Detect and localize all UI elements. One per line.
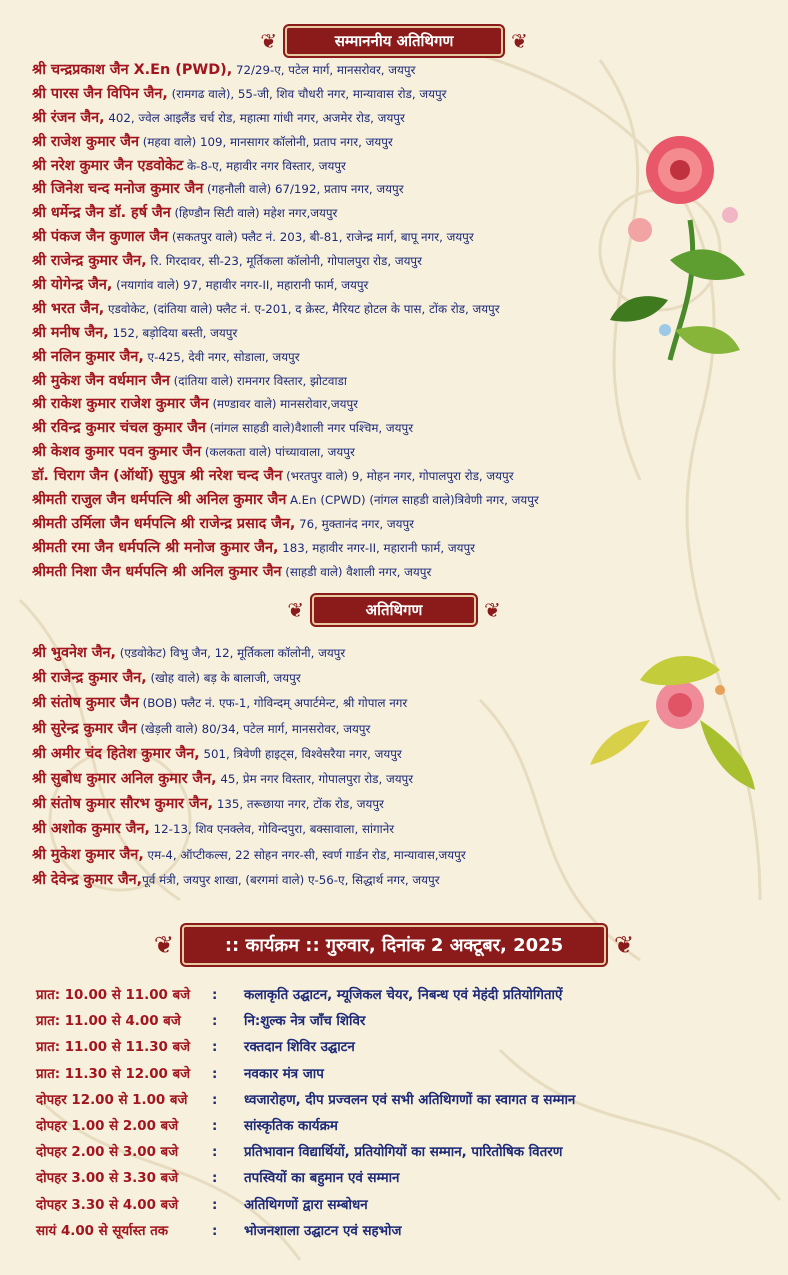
guest-row	[0, 489, 788, 513]
guest-row	[0, 178, 788, 202]
program-row	[36, 1009, 575, 1035]
guest-address: (दांतिया वाले) रामनगर विस्तार, झोटवाडा	[169, 373, 347, 388]
guest-name: श्री अशोक कुमार जैन,	[32, 821, 150, 838]
guest-row	[0, 691, 788, 716]
guest-name: श्रीमती राजुल जैन धर्मपत्नि श्री अनिल कुमार जैन	[32, 492, 287, 509]
guest-row	[0, 537, 788, 561]
ornament-left-icon: ❦	[287, 598, 304, 622]
program-description: नवकार मंत्र जाप	[244, 1066, 324, 1082]
guest-name: श्री मुकेश कुमार जैन,	[32, 846, 144, 863]
guest-name: श्री नरेश कुमार जैन एडवोकेट	[32, 157, 184, 174]
guest-address: (महवा वाले) 109, मानसागर कॉलोनी, प्रताप नगर, जयपुर	[138, 134, 393, 149]
guest-row	[0, 666, 788, 691]
guest-name: श्री देवेन्द्र कुमार जैन,	[32, 871, 143, 888]
guest-name: श्री रविन्द्र कुमार चंचल कुमार जैन	[32, 420, 206, 437]
guest-name: श्री संतोष कुमार जैन	[32, 695, 139, 712]
guest-address: (मण्डावर वाले) मानसरोवार,जयपुर	[208, 397, 359, 412]
guest-row	[0, 868, 788, 893]
section-header-honored-guests	[0, 26, 788, 56]
guest-name: श्रीमती उर्मिला जैन धर्मपत्नि श्री राजेन्द्र प्रसाद जैन,	[32, 515, 296, 532]
program-row	[36, 1088, 575, 1114]
program-description: प्रतिभावान विद्यार्थियों, प्रतियोगियों का सम्मान, पारितोषिक वितरण	[244, 1145, 563, 1161]
guest-name: श्री केशव कुमार पवन कुमार जैन	[32, 444, 202, 461]
guest-name: श्री राकेश कुमार राजेश कुमार जैन	[32, 396, 209, 413]
guest-address: (भरतपुर वाले) 9, मोहन नगर, गोपालपुरा रोड, जयपुर	[282, 469, 514, 484]
guest-name: श्री सुबोध कुमार अनिल कुमार जैन,	[32, 770, 217, 787]
program-row	[36, 1140, 575, 1166]
guest-row	[0, 250, 788, 274]
guest-row	[0, 202, 788, 226]
guest-row	[0, 274, 788, 298]
guest-name: श्रीमती निशा जैन धर्मपत्नि श्री अनिल कुमार जैन	[32, 563, 282, 580]
program-separator: :	[212, 1066, 218, 1082]
program-separator: :	[212, 1145, 218, 1161]
guest-name: श्री धर्मेन्द्र जैन डॉ. हर्ष जैन	[32, 205, 171, 222]
guest-row	[0, 417, 788, 441]
program-separator: :	[212, 1092, 218, 1108]
guest-address: के-8-ए, महावीर नगर विस्तार, जयपुर	[183, 158, 346, 173]
program-row	[36, 983, 575, 1009]
guest-address: (नांगल साहडी वाले)वैशाली नगर पश्चिम, जयपुर	[205, 421, 414, 436]
program-description: अतिथिगणों द्वारा सम्बोधन	[244, 1197, 368, 1213]
program-separator: :	[212, 988, 218, 1003]
guest-address: (BOB) फ्लैट नं. एफ-1, गोविन्दम् अपार्टमेन्ट, श्री गोपाल नगर	[138, 696, 408, 711]
guest-address: (खोह वाले) बड़ के बालाजी, जयपुर	[146, 671, 301, 686]
program-description: कलाकृति उद्घाटन, म्यूजिकल चेयर, निबन्ध एवं मेहंदी प्रतियोगिताऐं	[244, 988, 563, 1003]
program-separator: :	[212, 1223, 218, 1239]
guest-name: श्री संतोष कुमार सौरभ कुमार जैन,	[32, 796, 214, 813]
program-time: दोपहर 3.30 से 4.00 बजे	[36, 1197, 179, 1213]
guest-name: श्री भुवनेश जैन,	[32, 645, 116, 661]
program-time: प्रात: 11.30 से 12.00 बजे	[36, 1066, 191, 1082]
guest-name: श्री पंकज जैन कुणाल जैन	[32, 229, 169, 246]
guest-address: (हिण्डौन सिटी वाले) महेश नगर,जयपुर	[170, 206, 338, 221]
guest-name: श्री अमीर चंद हितेश कुमार जैन,	[32, 745, 200, 762]
guest-row	[0, 717, 788, 742]
guest-name: श्री जिनेश चन्द मनोज कुमार जैन	[32, 181, 204, 198]
guest-address: 152, बड़ोदिया बस्ती, जयपुर	[108, 325, 238, 340]
guest-name: श्री पारस जैन विपिन जैन,	[32, 85, 168, 102]
guest-address: एडवोकेट, (दांतिया वाले) फ्लैट नं. ए-201, द क्रेस्ट, मैरियट होटल के पास, टोंक रोड, जयपुर	[104, 301, 500, 316]
guest-address: A.En (CPWD) (नांगल साहडी वाले)त्रिवेणी नगर, जयपुर	[286, 493, 539, 508]
guest-address: (गहनौली वाले) 67/192, प्रताप नगर, जयपुर	[203, 182, 404, 197]
program-row	[36, 1166, 575, 1192]
guest-address: (कलकता वाले) पांच्यावाला, जयपुर	[201, 445, 355, 460]
program-separator: :	[212, 1040, 218, 1056]
guest-name: श्री नलिन कुमार जैन,	[32, 348, 144, 365]
guest-row	[0, 226, 788, 250]
ornament-right-icon: ❦	[511, 29, 528, 53]
guest-row	[0, 513, 788, 537]
program-separator: :	[212, 1197, 218, 1213]
guest-name: श्री राजेश कुमार जैन	[32, 133, 139, 150]
guest-address: 45, प्रेम नगर विस्तार, गोपालपुरा रोड, जयपुर	[216, 771, 414, 786]
guest-address: ए-425, देवी नगर, सोडाला, जयपुर	[143, 349, 300, 364]
guest-row	[0, 641, 788, 666]
guest-name: श्री सुरेन्द्र कुमार जैन	[32, 720, 137, 737]
program-separator: :	[212, 1171, 218, 1187]
guest-address: (रामगढ वाले), 55-जी, शिव चौधरी नगर, मान्यावास रोड, जयपुर	[167, 86, 447, 101]
program-row	[36, 1062, 575, 1088]
guest-address: (खेड़ली वाले) 80/34, पटेल मार्ग, मानसरोवर, जयपुर	[136, 721, 371, 736]
guest-row	[0, 107, 788, 131]
program-description: तपस्वियों का बहुमान एवं सम्मान	[244, 1171, 400, 1187]
guest-row	[0, 817, 788, 842]
guest-address: 76, मुक्तानंद नगर, जयपुर	[295, 516, 414, 531]
guest-row	[0, 346, 788, 370]
guest-address: एम-4, ऑप्टीकल्स, 22 सोहन नगर-सी, स्वर्ण गार्डन रोड, मान्यावास,जयपुर	[143, 847, 466, 862]
honored-guests-title: सम्माननीय अतिथिगण	[285, 26, 503, 56]
program-description: नि:शुल्क नेत्र जाँच शिविर	[244, 1014, 366, 1030]
guest-address: रि. गिरदावर, सी-23, मूर्तिकला कॉलोनी, गोपालपुरा रोड, जयपुर	[146, 254, 422, 269]
ornament-left-icon: ❦	[153, 931, 174, 959]
guests-title: अतिथिगण	[312, 595, 476, 625]
program-time: दोपहर 2.00 से 3.00 बजे	[36, 1145, 179, 1161]
program-row	[36, 1035, 575, 1061]
guest-name: श्री योगेन्द्र जैन,	[32, 277, 113, 294]
guest-row	[0, 843, 788, 868]
guest-address: पूर्व मंत्री, जयपुर शाखा, (बरगमां वाले) ए-56-ए, सिद्धार्थ नगर, जयपुर	[142, 872, 440, 887]
guest-name: श्री मुकेश जैन वर्धमान जैन	[32, 372, 170, 389]
program-time: प्रात: 11.00 से 11.30 बजे	[36, 1040, 191, 1056]
ornament-right-icon: ❦	[614, 931, 635, 959]
program-row	[36, 1219, 575, 1245]
program-description: ध्वजारोहण, दीप प्रज्वलन एवं सभी अतिथिगणों का स्वागत व सम्मान	[244, 1092, 576, 1108]
guest-name: श्री चन्द्रप्रकाश जैन X.En (PWD),	[32, 62, 233, 78]
guest-row	[0, 131, 788, 155]
ornament-right-icon: ❦	[484, 598, 501, 622]
guest-row	[0, 561, 788, 585]
guest-row	[0, 393, 788, 417]
honored-guests-list	[0, 59, 788, 585]
section-header-guests	[0, 595, 788, 625]
guest-address: (साहडी वाले) वैशाली नगर, जयपुर	[281, 564, 432, 579]
guest-row	[0, 59, 788, 83]
program-time: दोपहर 1.00 से 2.00 बजे	[36, 1118, 179, 1134]
program-time: दोपहर 3.00 से 3.30 बजे	[36, 1171, 179, 1187]
guest-row	[0, 792, 788, 817]
ornament-left-icon: ❦	[260, 29, 277, 53]
program-title: :: कार्यक्रम :: गुरुवार, दिनांक 2 अक्टूबर, 2025	[182, 925, 606, 965]
guest-row	[0, 298, 788, 322]
program-time: सायं 4.00 से सूर्यास्त तक	[36, 1223, 169, 1239]
program-time: प्रात: 10.00 से 11.00 बजे	[36, 988, 191, 1003]
guest-row	[0, 155, 788, 179]
program-separator: :	[212, 1014, 218, 1030]
guest-address: 183, महावीर नगर-II, महारानी फार्म, जयपुर	[278, 540, 475, 555]
guest-row	[0, 370, 788, 394]
guest-address: 72/29-ए, पटेल मार्ग, मानसरोवर, जयपुर	[232, 63, 416, 77]
guest-address: 12-13, शिव एनक्लेव, गोविन्दपुरा, बक्सावाला, सांगानेर	[149, 822, 395, 837]
program-schedule	[36, 983, 575, 1245]
program-description: सांस्कृतिक कार्यक्रम	[244, 1118, 338, 1134]
program-description: भोजनशाला उद्घाटन एवं सहभोज	[244, 1223, 402, 1239]
guest-row	[0, 83, 788, 107]
program-time: दोपहर 12.00 से 1.00 बजे	[36, 1092, 188, 1108]
guest-address: (एडवोकेट) विभु जैन, 12, मूर्तिकला कॉलोनी, जयपुर	[115, 646, 346, 660]
guest-address: 135, तरूछाया नगर, टोंक रोड, जयपुर	[213, 797, 384, 812]
guests-list	[0, 641, 788, 893]
program-time: प्रात: 11.00 से 4.00 बजे	[36, 1014, 181, 1030]
guest-name: श्री राजेन्द्र कुमार जैन,	[32, 670, 147, 687]
section-header-program	[0, 925, 788, 965]
guest-address: 402, ज्वेल आइलैंड चर्च रोड, महात्मा गांधी नगर, अजमेर रोड, जयपुर	[104, 110, 405, 125]
guest-row	[0, 465, 788, 489]
guest-name: श्री रंजन जैन,	[32, 109, 105, 126]
guest-row	[0, 322, 788, 346]
guest-address: (सकतपुर वाले) फ्लैट नं. 203, बी-81, राजेन्द्र मार्ग, बापू नगर, जयपुर	[168, 230, 474, 245]
program-separator: :	[212, 1118, 218, 1134]
guest-address: (नयागांव वाले) 97, महावीर नगर-II, महारानी फार्म, जयपुर	[112, 278, 369, 293]
program-row	[36, 1114, 575, 1140]
guest-name: श्री मनीष जैन,	[32, 324, 109, 341]
guest-row	[0, 441, 788, 465]
guest-name: श्री राजेन्द्र कुमार जैन,	[32, 253, 147, 270]
program-row	[36, 1193, 575, 1219]
guest-name: डॉ. चिराग जैन (ऑर्थो) सुपुत्र श्री नरेश चन्द जैन	[32, 468, 283, 485]
guest-name: श्रीमती रमा जैन धर्मपत्नि श्री मनोज कुमार जैन,	[32, 539, 279, 556]
program-description: रक्तदान शिविर उद्घाटन	[244, 1040, 355, 1056]
guest-name: श्री भरत जैन,	[32, 300, 105, 317]
guest-row	[0, 742, 788, 767]
guest-row	[0, 767, 788, 792]
guest-address: 501, त्रिवेणी हाइट्स, विश्वेसरैया नगर, जयपुर	[199, 746, 402, 761]
